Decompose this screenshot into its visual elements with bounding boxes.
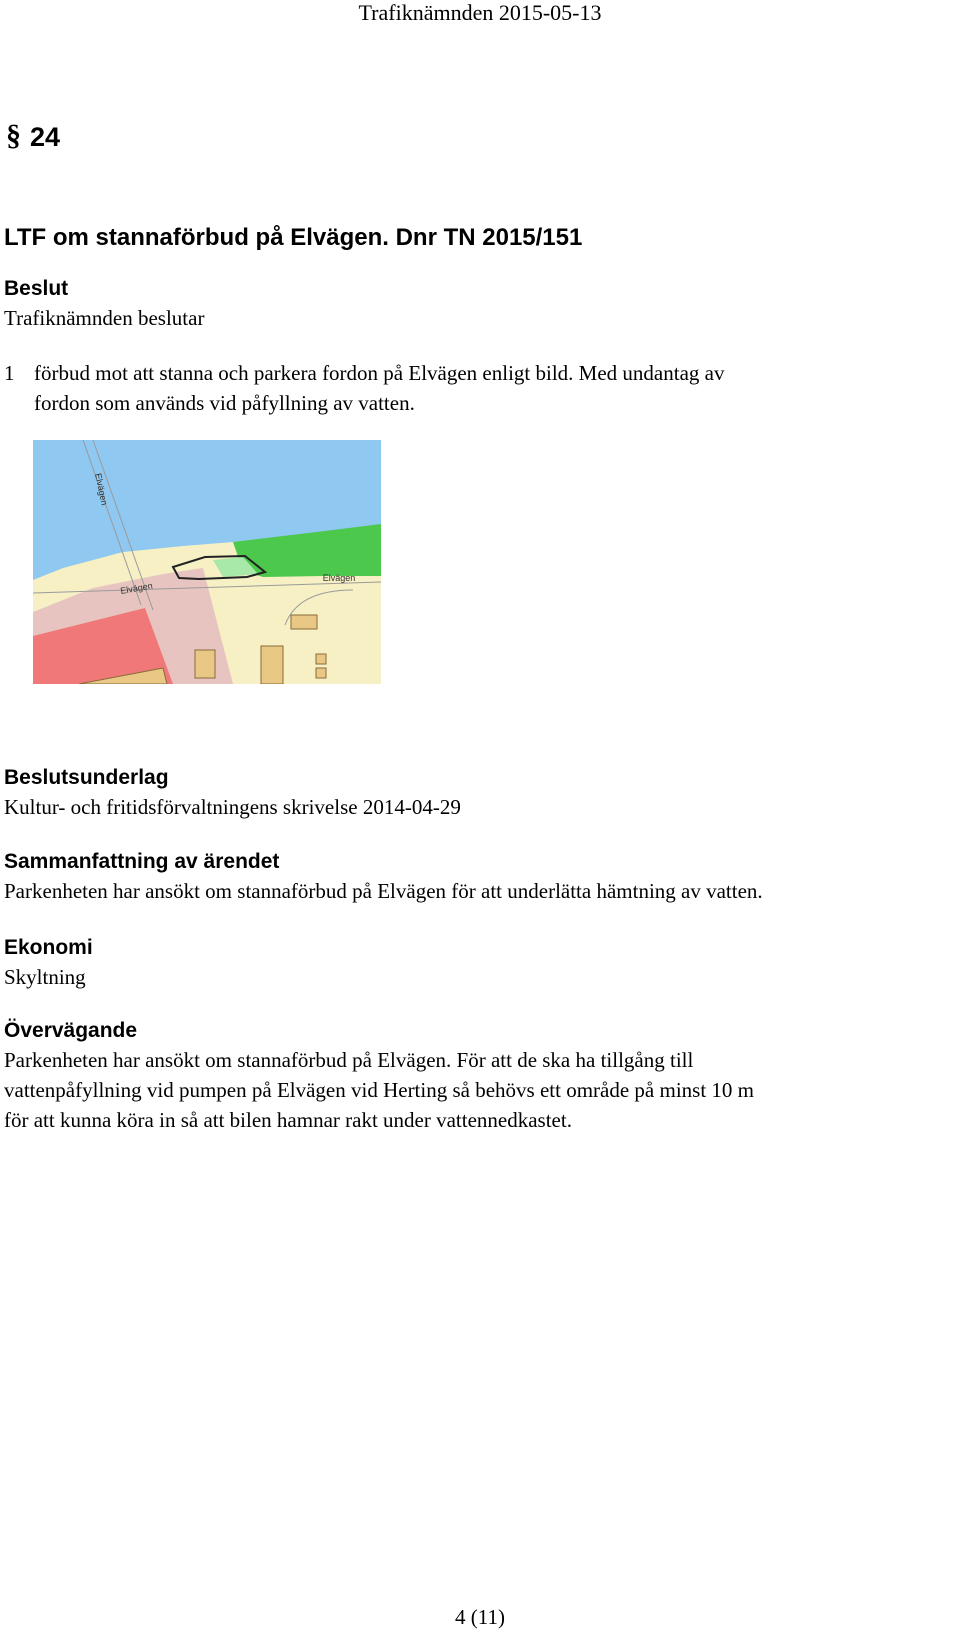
decision-heading: Beslut <box>4 277 69 300</box>
map-building-small-3 <box>291 615 317 629</box>
basis-heading: Beslutsunderlag <box>4 766 169 789</box>
area-map <box>33 440 381 684</box>
map-building-small-5 <box>316 668 326 678</box>
map-building-small-4 <box>316 654 326 664</box>
page-number: 4 (11) <box>455 1605 505 1629</box>
economy-heading: Ekonomi <box>4 936 93 959</box>
map-road-label-left: Elvägen <box>119 580 154 596</box>
economy-text: Skyltning <box>4 965 86 989</box>
considerations-line: vattenpåfyllning vid pumpen på Elvägen vid Herting så behövs ett område på minst 10 m <box>4 1078 755 1102</box>
considerations-line: Parkenheten har ansökt om stannaförbud på Elvägen. För att de ska ha tillgång till <box>4 1048 694 1072</box>
summary-text: Parkenheten har ansökt om stannaförbud på Elvägen för att underlätta hämtning av vatten. <box>4 879 763 903</box>
considerations-heading: Övervägande <box>4 1019 138 1042</box>
basis-text: Kultur- och fritidsförvaltningens skrivelse 2014-04-29 <box>4 795 461 819</box>
map-road-label-right: Elvägen <box>322 573 356 583</box>
page-title: LTF om stannaförbud på Elvägen. Dnr TN 2015/151 <box>4 224 583 251</box>
section-sign: § <box>6 119 21 152</box>
considerations-line: för att kunna köra in så att bilen hamnar rakt under vattennedkastet. <box>4 1108 572 1132</box>
map-building-small-2 <box>261 646 283 684</box>
header-date: Trafiknämnden 2015-05-13 <box>358 0 602 25</box>
decision-intro: Trafiknämnden beslutar <box>4 306 205 330</box>
decision-item-line-2: fordon som används vid påfyllning av vatten. <box>34 391 415 415</box>
decision-item-line-1: förbud mot att stanna och parkera fordon på Elvägen enligt bild. Med undantag av <box>34 361 725 385</box>
map-road-label-vertical: Elvägen <box>93 472 110 507</box>
summary-heading: Sammanfattning av ärendet <box>4 850 280 873</box>
map-building-small-1 <box>195 650 215 678</box>
considerations-text <box>4 1045 754 1135</box>
section-number: 24 <box>30 122 61 152</box>
decision-item-number: 1 <box>4 361 15 385</box>
